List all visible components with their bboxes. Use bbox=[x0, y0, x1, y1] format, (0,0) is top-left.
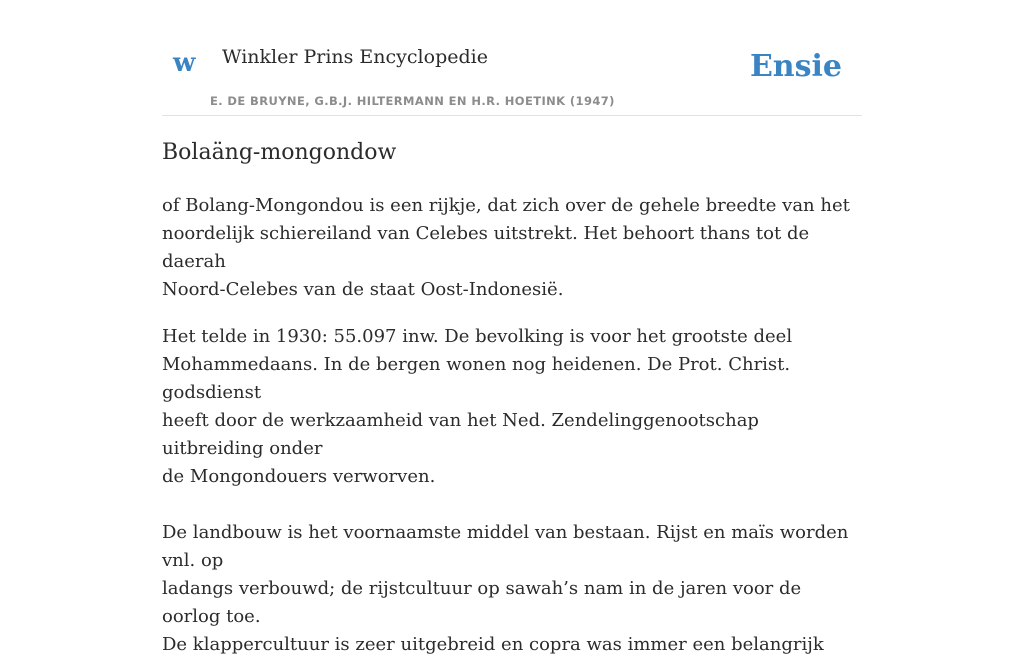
article-paragraph: De landbouw is het voornaamste middel van bestaan. Rijst en maïs worden vnl. op ladangs verbouwd; de rijstcultuur op sawah’s nam in de jaren voor de oorlog toe. De klappercultuur is zeer uitgebreid en copra was immer een belangrijk bbox=[162, 522, 849, 655]
ensie-brand-logo[interactable]: Ensie bbox=[749, 49, 842, 84]
header bbox=[162, 0, 862, 116]
authors-line: E. DE BRUYNE, G.B.J. HILTERMANN EN H.R. HOETINK (1947) bbox=[210, 94, 615, 108]
article-body bbox=[162, 192, 862, 659]
encyclopedia-logo-icon[interactable]: w bbox=[173, 48, 196, 78]
article-title: Bolaäng-mongondow bbox=[162, 140, 397, 165]
publication-title-link[interactable]: Winkler Prins Encyclopedie bbox=[222, 46, 488, 68]
article-paragraph: Het telde in 1930: 55.097 inw. De bevolking is voor het grootste deel Mohammedaans. In de bergen wonen nog heidenen. De Prot. Christ. godsdienst heeft door de werkzaamheid van het Ned. Zendelinggenootschap uitbreiding onder de Mongondouers verworven. bbox=[162, 326, 793, 487]
article-paragraph: of Bolang-Mongondou is een rijkje, dat zich over de gehele breedte van het noordelijk schiereiland van Celebes uitstrekt. Het behoort thans tot de daerah Noord-Celebes van de staat Oost-Indonesië. bbox=[162, 195, 850, 300]
